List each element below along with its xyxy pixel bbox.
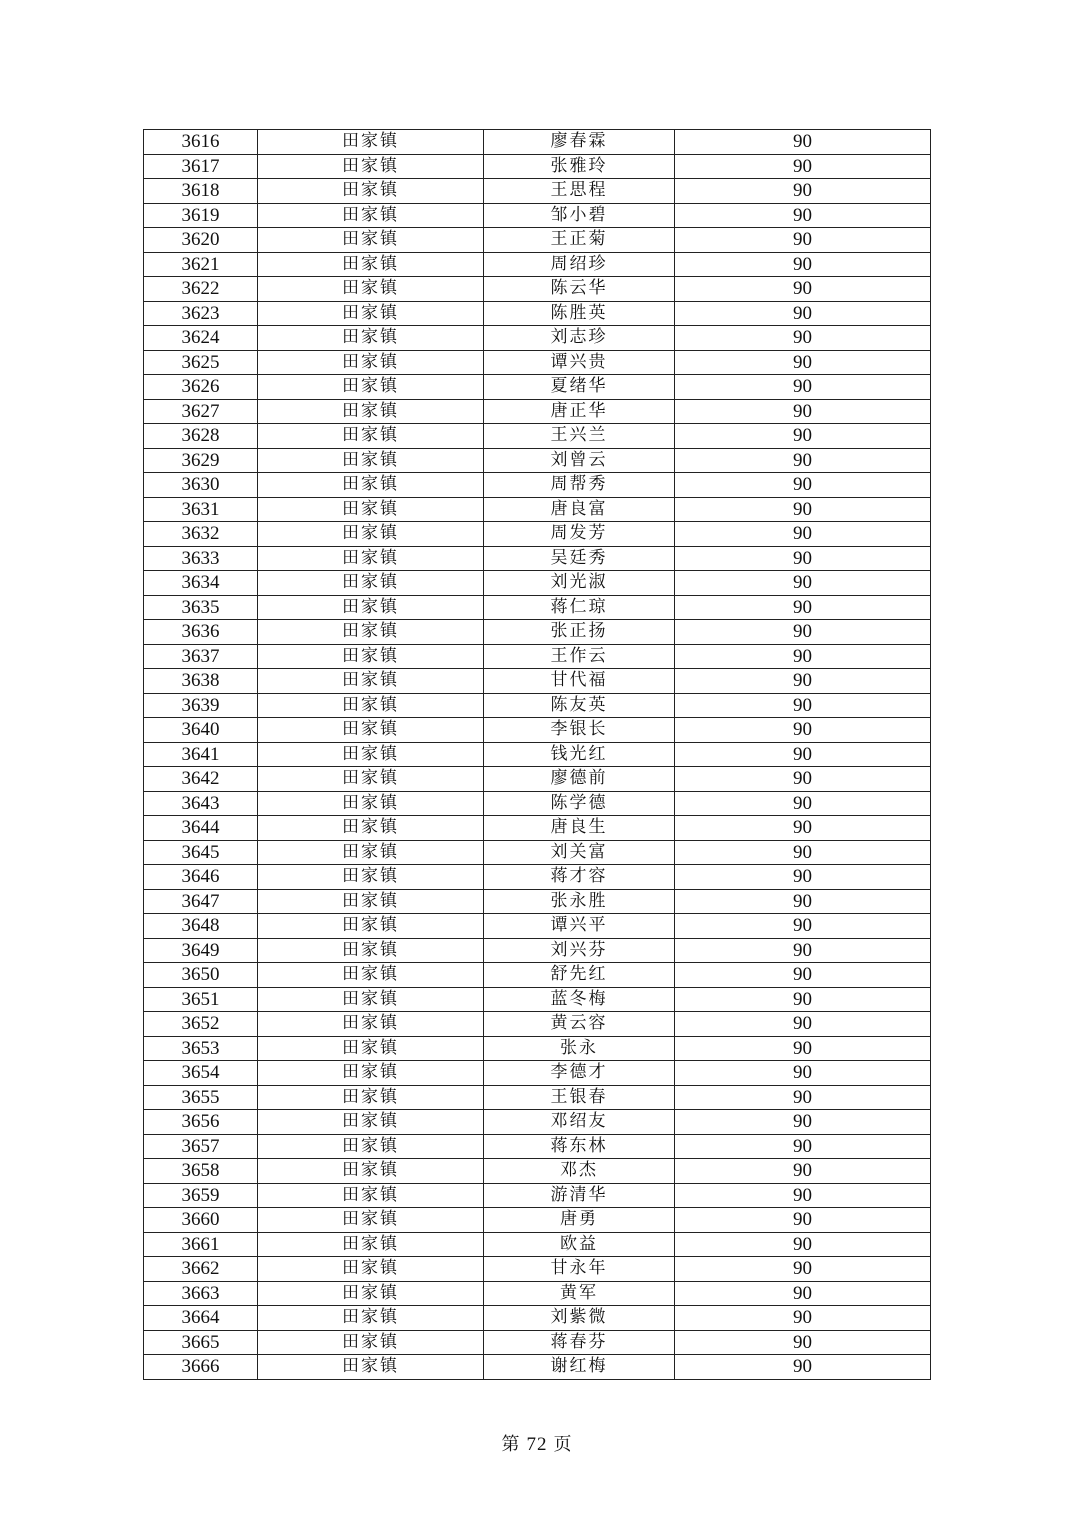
score-cell: 90 bbox=[675, 228, 931, 253]
table-row bbox=[144, 987, 931, 1012]
town-cell: 田家镇 bbox=[258, 840, 484, 865]
table-row bbox=[144, 424, 931, 449]
person-name-cell: 廖春霖 bbox=[484, 130, 675, 155]
row-number-cell: 3646 bbox=[144, 865, 258, 890]
score-cell: 90 bbox=[675, 620, 931, 645]
page-footer bbox=[0, 1430, 1074, 1456]
score-cell: 90 bbox=[675, 399, 931, 424]
row-number-cell: 3654 bbox=[144, 1061, 258, 1086]
person-name-cell: 蒋春芬 bbox=[484, 1330, 675, 1355]
row-number-cell: 3664 bbox=[144, 1306, 258, 1331]
person-name-cell: 刘曾云 bbox=[484, 448, 675, 473]
person-name-cell: 蒋东林 bbox=[484, 1134, 675, 1159]
town-cell: 田家镇 bbox=[258, 1012, 484, 1037]
score-cell: 90 bbox=[675, 130, 931, 155]
score-cell: 90 bbox=[675, 1355, 931, 1380]
town-cell: 田家镇 bbox=[258, 718, 484, 743]
town-cell: 田家镇 bbox=[258, 326, 484, 351]
score-cell: 90 bbox=[675, 1061, 931, 1086]
person-name-cell: 黄军 bbox=[484, 1281, 675, 1306]
town-cell: 田家镇 bbox=[258, 1306, 484, 1331]
score-cell: 90 bbox=[675, 767, 931, 792]
town-cell: 田家镇 bbox=[258, 644, 484, 669]
table-row bbox=[144, 1355, 931, 1380]
table-row bbox=[144, 963, 931, 988]
table-row bbox=[144, 1183, 931, 1208]
row-number-cell: 3621 bbox=[144, 252, 258, 277]
page-number: 72 bbox=[526, 1434, 548, 1455]
score-cell: 90 bbox=[675, 1085, 931, 1110]
table-row bbox=[144, 203, 931, 228]
table-row bbox=[144, 228, 931, 253]
town-cell: 田家镇 bbox=[258, 1257, 484, 1282]
score-cell: 90 bbox=[675, 791, 931, 816]
score-cell: 90 bbox=[675, 865, 931, 890]
row-number-cell: 3665 bbox=[144, 1330, 258, 1355]
score-cell: 90 bbox=[675, 252, 931, 277]
row-number-cell: 3633 bbox=[144, 546, 258, 571]
table-row bbox=[144, 350, 931, 375]
town-cell: 田家镇 bbox=[258, 938, 484, 963]
town-cell: 田家镇 bbox=[258, 473, 484, 498]
roster-table-body bbox=[144, 130, 931, 1380]
town-cell: 田家镇 bbox=[258, 203, 484, 228]
person-name-cell: 甘代福 bbox=[484, 669, 675, 694]
score-cell: 90 bbox=[675, 644, 931, 669]
row-number-cell: 3623 bbox=[144, 301, 258, 326]
table-row bbox=[144, 473, 931, 498]
row-number-cell: 3657 bbox=[144, 1134, 258, 1159]
table-row bbox=[144, 889, 931, 914]
table-row bbox=[144, 595, 931, 620]
score-cell: 90 bbox=[675, 522, 931, 547]
person-name-cell: 唐良生 bbox=[484, 816, 675, 841]
row-number-cell: 3655 bbox=[144, 1085, 258, 1110]
person-name-cell: 谭兴贵 bbox=[484, 350, 675, 375]
footer-suffix: 页 bbox=[553, 1434, 573, 1455]
town-cell: 田家镇 bbox=[258, 1036, 484, 1061]
score-cell: 90 bbox=[675, 448, 931, 473]
row-number-cell: 3661 bbox=[144, 1232, 258, 1257]
score-cell: 90 bbox=[675, 1134, 931, 1159]
town-cell: 田家镇 bbox=[258, 1281, 484, 1306]
row-number-cell: 3618 bbox=[144, 179, 258, 204]
score-cell: 90 bbox=[675, 1257, 931, 1282]
row-number-cell: 3619 bbox=[144, 203, 258, 228]
table-row bbox=[144, 448, 931, 473]
town-cell: 田家镇 bbox=[258, 1159, 484, 1184]
score-cell: 90 bbox=[675, 914, 931, 939]
row-number-cell: 3629 bbox=[144, 448, 258, 473]
person-name-cell: 唐勇 bbox=[484, 1208, 675, 1233]
person-name-cell: 王正菊 bbox=[484, 228, 675, 253]
row-number-cell: 3641 bbox=[144, 742, 258, 767]
table-row bbox=[144, 1110, 931, 1135]
town-cell: 田家镇 bbox=[258, 350, 484, 375]
score-cell: 90 bbox=[675, 987, 931, 1012]
town-cell: 田家镇 bbox=[258, 1110, 484, 1135]
row-number-cell: 3639 bbox=[144, 693, 258, 718]
table-row bbox=[144, 1306, 931, 1331]
row-number-cell: 3660 bbox=[144, 1208, 258, 1233]
person-name-cell: 李德才 bbox=[484, 1061, 675, 1086]
person-name-cell: 黄云容 bbox=[484, 1012, 675, 1037]
row-number-cell: 3658 bbox=[144, 1159, 258, 1184]
person-name-cell: 周发芳 bbox=[484, 522, 675, 547]
score-cell: 90 bbox=[675, 1159, 931, 1184]
person-name-cell: 邓杰 bbox=[484, 1159, 675, 1184]
row-number-cell: 3666 bbox=[144, 1355, 258, 1380]
footer-prefix: 第 bbox=[501, 1434, 521, 1455]
town-cell: 田家镇 bbox=[258, 571, 484, 596]
row-number-cell: 3637 bbox=[144, 644, 258, 669]
table-row bbox=[144, 497, 931, 522]
row-number-cell: 3638 bbox=[144, 669, 258, 694]
row-number-cell: 3662 bbox=[144, 1257, 258, 1282]
town-cell: 田家镇 bbox=[258, 889, 484, 914]
town-cell: 田家镇 bbox=[258, 767, 484, 792]
town-cell: 田家镇 bbox=[258, 595, 484, 620]
table-row bbox=[144, 130, 931, 155]
score-cell: 90 bbox=[675, 963, 931, 988]
score-cell: 90 bbox=[675, 203, 931, 228]
person-name-cell: 邓绍友 bbox=[484, 1110, 675, 1135]
roster-table bbox=[143, 129, 931, 1380]
score-cell: 90 bbox=[675, 546, 931, 571]
table-row bbox=[144, 1085, 931, 1110]
person-name-cell: 刘光淑 bbox=[484, 571, 675, 596]
person-name-cell: 谢红梅 bbox=[484, 1355, 675, 1380]
table-row bbox=[144, 1012, 931, 1037]
person-name-cell: 蓝冬梅 bbox=[484, 987, 675, 1012]
town-cell: 田家镇 bbox=[258, 865, 484, 890]
row-number-cell: 3628 bbox=[144, 424, 258, 449]
table-row bbox=[144, 301, 931, 326]
town-cell: 田家镇 bbox=[258, 1183, 484, 1208]
table-row bbox=[144, 669, 931, 694]
table-row bbox=[144, 375, 931, 400]
score-cell: 90 bbox=[675, 1012, 931, 1037]
row-number-cell: 3643 bbox=[144, 791, 258, 816]
town-cell: 田家镇 bbox=[258, 1232, 484, 1257]
table-row bbox=[144, 865, 931, 890]
person-name-cell: 吴廷秀 bbox=[484, 546, 675, 571]
score-cell: 90 bbox=[675, 154, 931, 179]
score-cell: 90 bbox=[675, 497, 931, 522]
row-number-cell: 3634 bbox=[144, 571, 258, 596]
score-cell: 90 bbox=[675, 1330, 931, 1355]
town-cell: 田家镇 bbox=[258, 130, 484, 155]
table-row bbox=[144, 522, 931, 547]
town-cell: 田家镇 bbox=[258, 179, 484, 204]
town-cell: 田家镇 bbox=[258, 301, 484, 326]
table-row bbox=[144, 791, 931, 816]
score-cell: 90 bbox=[675, 938, 931, 963]
score-cell: 90 bbox=[675, 1110, 931, 1135]
row-number-cell: 3647 bbox=[144, 889, 258, 914]
person-name-cell: 刘志珍 bbox=[484, 326, 675, 351]
score-cell: 90 bbox=[675, 742, 931, 767]
row-number-cell: 3656 bbox=[144, 1110, 258, 1135]
row-number-cell: 3650 bbox=[144, 963, 258, 988]
town-cell: 田家镇 bbox=[258, 228, 484, 253]
table-row bbox=[144, 179, 931, 204]
town-cell: 田家镇 bbox=[258, 693, 484, 718]
row-number-cell: 3648 bbox=[144, 914, 258, 939]
person-name-cell: 李银长 bbox=[484, 718, 675, 743]
row-number-cell: 3640 bbox=[144, 718, 258, 743]
town-cell: 田家镇 bbox=[258, 1208, 484, 1233]
table-row bbox=[144, 1134, 931, 1159]
person-name-cell: 陈云华 bbox=[484, 277, 675, 302]
person-name-cell: 廖德前 bbox=[484, 767, 675, 792]
person-name-cell: 陈学德 bbox=[484, 791, 675, 816]
town-cell: 田家镇 bbox=[258, 375, 484, 400]
town-cell: 田家镇 bbox=[258, 1355, 484, 1380]
person-name-cell: 刘兴芬 bbox=[484, 938, 675, 963]
town-cell: 田家镇 bbox=[258, 497, 484, 522]
row-number-cell: 3616 bbox=[144, 130, 258, 155]
score-cell: 90 bbox=[675, 816, 931, 841]
town-cell: 田家镇 bbox=[258, 546, 484, 571]
row-number-cell: 3651 bbox=[144, 987, 258, 1012]
row-number-cell: 3617 bbox=[144, 154, 258, 179]
person-name-cell: 张正扬 bbox=[484, 620, 675, 645]
score-cell: 90 bbox=[675, 840, 931, 865]
table-row bbox=[144, 571, 931, 596]
person-name-cell: 蒋仁琼 bbox=[484, 595, 675, 620]
table-row bbox=[144, 644, 931, 669]
person-name-cell: 邹小碧 bbox=[484, 203, 675, 228]
table-row bbox=[144, 1208, 931, 1233]
table-row bbox=[144, 1061, 931, 1086]
row-number-cell: 3635 bbox=[144, 595, 258, 620]
row-number-cell: 3626 bbox=[144, 375, 258, 400]
table-row bbox=[144, 816, 931, 841]
table-row bbox=[144, 1232, 931, 1257]
row-number-cell: 3630 bbox=[144, 473, 258, 498]
score-cell: 90 bbox=[675, 889, 931, 914]
table-row bbox=[144, 718, 931, 743]
row-number-cell: 3627 bbox=[144, 399, 258, 424]
town-cell: 田家镇 bbox=[258, 277, 484, 302]
table-row bbox=[144, 620, 931, 645]
town-cell: 田家镇 bbox=[258, 252, 484, 277]
table-row bbox=[144, 914, 931, 939]
person-name-cell: 舒先红 bbox=[484, 963, 675, 988]
town-cell: 田家镇 bbox=[258, 522, 484, 547]
row-number-cell: 3653 bbox=[144, 1036, 258, 1061]
person-name-cell: 夏绪华 bbox=[484, 375, 675, 400]
table-row bbox=[144, 277, 931, 302]
score-cell: 90 bbox=[675, 1281, 931, 1306]
person-name-cell: 唐良富 bbox=[484, 497, 675, 522]
town-cell: 田家镇 bbox=[258, 1134, 484, 1159]
row-number-cell: 3652 bbox=[144, 1012, 258, 1037]
table-row bbox=[144, 1281, 931, 1306]
score-cell: 90 bbox=[675, 424, 931, 449]
table-row bbox=[144, 840, 931, 865]
town-cell: 田家镇 bbox=[258, 987, 484, 1012]
person-name-cell: 蒋才容 bbox=[484, 865, 675, 890]
table-row bbox=[144, 399, 931, 424]
person-name-cell: 陈胜英 bbox=[484, 301, 675, 326]
row-number-cell: 3649 bbox=[144, 938, 258, 963]
town-cell: 田家镇 bbox=[258, 669, 484, 694]
score-cell: 90 bbox=[675, 473, 931, 498]
town-cell: 田家镇 bbox=[258, 791, 484, 816]
person-name-cell: 张雅玲 bbox=[484, 154, 675, 179]
score-cell: 90 bbox=[675, 1306, 931, 1331]
score-cell: 90 bbox=[675, 1183, 931, 1208]
person-name-cell: 游清华 bbox=[484, 1183, 675, 1208]
score-cell: 90 bbox=[675, 718, 931, 743]
town-cell: 田家镇 bbox=[258, 742, 484, 767]
table-row bbox=[144, 1257, 931, 1282]
row-number-cell: 3624 bbox=[144, 326, 258, 351]
person-name-cell: 欧益 bbox=[484, 1232, 675, 1257]
score-cell: 90 bbox=[675, 571, 931, 596]
row-number-cell: 3644 bbox=[144, 816, 258, 841]
row-number-cell: 3645 bbox=[144, 840, 258, 865]
person-name-cell: 王作云 bbox=[484, 644, 675, 669]
town-cell: 田家镇 bbox=[258, 816, 484, 841]
town-cell: 田家镇 bbox=[258, 424, 484, 449]
table-row bbox=[144, 693, 931, 718]
row-number-cell: 3625 bbox=[144, 350, 258, 375]
town-cell: 田家镇 bbox=[258, 963, 484, 988]
table-row bbox=[144, 154, 931, 179]
score-cell: 90 bbox=[675, 669, 931, 694]
table-row bbox=[144, 938, 931, 963]
score-cell: 90 bbox=[675, 1208, 931, 1233]
table-row bbox=[144, 326, 931, 351]
town-cell: 田家镇 bbox=[258, 914, 484, 939]
score-cell: 90 bbox=[675, 350, 931, 375]
score-cell: 90 bbox=[675, 595, 931, 620]
score-cell: 90 bbox=[675, 1232, 931, 1257]
score-cell: 90 bbox=[675, 1036, 931, 1061]
person-name-cell: 谭兴平 bbox=[484, 914, 675, 939]
table-row bbox=[144, 1330, 931, 1355]
table-row bbox=[144, 767, 931, 792]
person-name-cell: 唐正华 bbox=[484, 399, 675, 424]
table-row bbox=[144, 252, 931, 277]
score-cell: 90 bbox=[675, 277, 931, 302]
table-row bbox=[144, 1159, 931, 1184]
person-name-cell: 陈友英 bbox=[484, 693, 675, 718]
person-name-cell: 刘紫微 bbox=[484, 1306, 675, 1331]
score-cell: 90 bbox=[675, 693, 931, 718]
score-cell: 90 bbox=[675, 179, 931, 204]
row-number-cell: 3631 bbox=[144, 497, 258, 522]
person-name-cell: 王银春 bbox=[484, 1085, 675, 1110]
score-cell: 90 bbox=[675, 301, 931, 326]
row-number-cell: 3622 bbox=[144, 277, 258, 302]
row-number-cell: 3620 bbox=[144, 228, 258, 253]
table-row bbox=[144, 742, 931, 767]
person-name-cell: 周帮秀 bbox=[484, 473, 675, 498]
person-name-cell: 周绍珍 bbox=[484, 252, 675, 277]
person-name-cell: 甘永年 bbox=[484, 1257, 675, 1282]
person-name-cell: 张永胜 bbox=[484, 889, 675, 914]
town-cell: 田家镇 bbox=[258, 1330, 484, 1355]
person-name-cell: 刘关富 bbox=[484, 840, 675, 865]
row-number-cell: 3659 bbox=[144, 1183, 258, 1208]
row-number-cell: 3642 bbox=[144, 767, 258, 792]
town-cell: 田家镇 bbox=[258, 620, 484, 645]
row-number-cell: 3663 bbox=[144, 1281, 258, 1306]
score-cell: 90 bbox=[675, 375, 931, 400]
person-name-cell: 张永 bbox=[484, 1036, 675, 1061]
table-row bbox=[144, 1036, 931, 1061]
row-number-cell: 3636 bbox=[144, 620, 258, 645]
person-name-cell: 王兴兰 bbox=[484, 424, 675, 449]
row-number-cell: 3632 bbox=[144, 522, 258, 547]
score-cell: 90 bbox=[675, 326, 931, 351]
person-name-cell: 钱光红 bbox=[484, 742, 675, 767]
table-row bbox=[144, 546, 931, 571]
town-cell: 田家镇 bbox=[258, 1085, 484, 1110]
town-cell: 田家镇 bbox=[258, 1061, 484, 1086]
person-name-cell: 王思程 bbox=[484, 179, 675, 204]
town-cell: 田家镇 bbox=[258, 448, 484, 473]
town-cell: 田家镇 bbox=[258, 154, 484, 179]
town-cell: 田家镇 bbox=[258, 399, 484, 424]
